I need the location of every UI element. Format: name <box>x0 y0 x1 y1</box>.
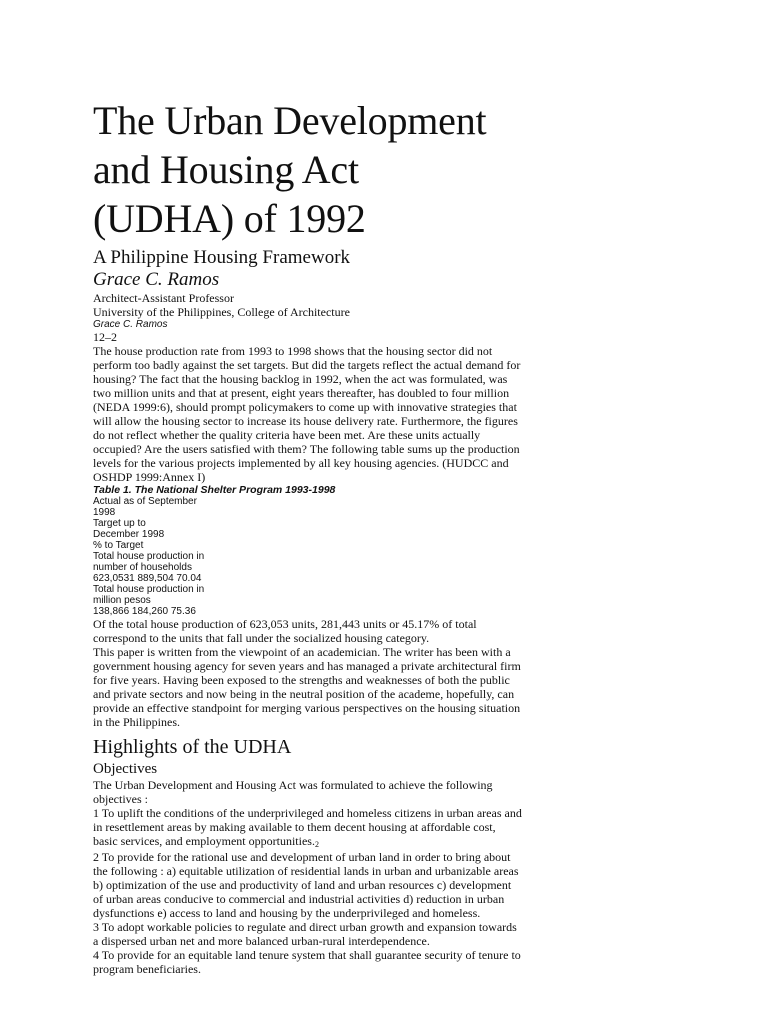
title-line-1: The Urban Development <box>93 98 487 143</box>
objective-text: 1 To uplift the conditions of the underprivileged and homeless citizens in urban areas and in resettlement areas by making available to them decent housing at affordable cost, basic services, and employment opportunities. <box>93 806 522 848</box>
title-line-3: (UDHA) of 1992 <box>93 196 366 241</box>
table-line: 138,866 184,260 75.36 <box>93 606 196 617</box>
subsection-heading: Objectives <box>93 761 158 777</box>
document-title <box>93 96 523 243</box>
table-line: Target up to <box>93 518 146 529</box>
table-line: Total house production in <box>93 584 205 595</box>
objective-item-4: 4 To provide for an equitable land tenure system that shall guarantee security of tenure to program beneficiaries. <box>93 948 521 976</box>
document-subtitle: A Philippine Housing Framework <box>93 247 351 268</box>
table-body <box>93 496 523 617</box>
body-paragraph-2: Of the total house production of 623,053 units, 281,443 units or 45.17% of total correspond to the units that fall under the socialized housing category. <box>93 617 477 645</box>
table-line: 1998 <box>93 507 116 518</box>
running-author: Grace C. Ramos <box>93 319 168 330</box>
table-caption: Table 1. The National Shelter Program 1993-1998 <box>93 484 336 496</box>
table-line: Actual as of September <box>93 496 197 507</box>
table-line: Total house production in <box>93 551 205 562</box>
author-name: Grace C. Ramos <box>93 269 220 290</box>
author-affiliation: University of the Philippines, College of Architecture <box>93 305 350 319</box>
objective-item-3: 3 To adopt workable policies to regulate and direct urban growth and expansion towards a dispersed urban net and more balanced urban-rural interdependence. <box>93 920 517 948</box>
document-page <box>93 0 523 976</box>
body-paragraph-1: The house production rate from 1993 to 1998 shows that the housing sector did not perform too badly against the set targets. But did the targets reflect the actual demand for housing? The fact that the housing backlog in 1992, when the act was formulated, was two million units and that at present, eight years thereafter, has doubled to four million (NEDA 1999:6), should prompt policymakers to come up with innovative strategies that will allow the housing sector to increase its house delivery rate. Furthermore, the figures do not reflect whether the quality criteria have been met. Are these units actually occupied? Are the users satisfied with them? The following table sums up the production levels for the various projects implemented by all key housing agencies. (HUDCC and OSHDP 1999:Annex I) <box>93 344 521 484</box>
table-line: number of households <box>93 562 192 573</box>
objectives-intro: The Urban Development and Housing Act was formulated to achieve the following objectives : <box>93 778 493 806</box>
page-reference: 12–2 <box>93 330 117 344</box>
section-heading: Highlights of the UDHA <box>93 736 292 758</box>
table-line: % to Target <box>93 540 144 551</box>
objective-item-2: 2 To provide for the rational use and development of urban land in order to bring about the following : a) equitable utilization of residential lands in urban and urbanizable areas b) optimization of the use and productivity of land and urban resources c) development of urban areas conducive to commercial and industrial activities d) reduction in urban dysfunctions e) access to land and housing by the underprivileged and homeless. <box>93 850 519 920</box>
footnote-marker: 2 <box>314 840 319 849</box>
body-paragraph-3: This paper is written from the viewpoint of an academician. The writer has been with a government housing agency for seven years and has managed a private architectural firm for five years. Having been exposed to the strengths and weaknesses of both the public and private sectors and now being in the neutral position of the academe, hopefully, can provide an effective standpoint for merging various perspectives on the housing situation in the Philippines. <box>93 645 521 729</box>
title-line-2: and Housing Act <box>93 147 359 192</box>
table-line: 623,0531 889,504 70.04 <box>93 573 202 584</box>
author-role: Architect-Assistant Professor <box>93 291 234 305</box>
objective-item-1 <box>93 806 523 850</box>
table-line: December 1998 <box>93 529 165 540</box>
table-line: million pesos <box>93 595 151 606</box>
